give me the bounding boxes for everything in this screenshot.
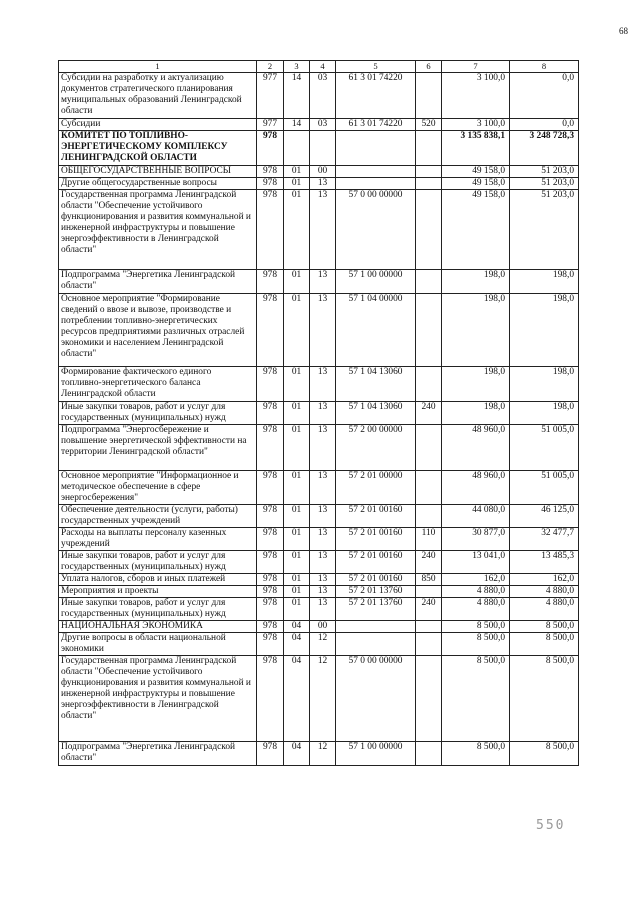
table-header-row bbox=[59, 61, 579, 73]
cell-department-code: 978 bbox=[257, 505, 284, 528]
cell-expense-type: 850 bbox=[416, 574, 442, 586]
cell-expense-type bbox=[416, 73, 442, 119]
cell-expense-type bbox=[416, 586, 442, 598]
cell-subsection-code: 13 bbox=[310, 586, 336, 598]
cell-department-code: 978 bbox=[257, 528, 284, 551]
cell-expense-type bbox=[416, 633, 442, 656]
cell-name: Другие вопросы в области национальной экономики bbox=[59, 633, 257, 656]
cell-amount-year-2: 51 005,0 bbox=[510, 425, 579, 471]
cell-amount-year-1: 198,0 bbox=[442, 294, 510, 367]
cell-section-code: 01 bbox=[284, 402, 310, 425]
table-row bbox=[59, 190, 579, 270]
table-row bbox=[59, 166, 579, 178]
cell-subsection-code: 13 bbox=[310, 425, 336, 471]
cell-department-code: 978 bbox=[257, 471, 284, 505]
cell-name: Другие общегосударственные вопросы bbox=[59, 178, 257, 190]
cell-expense-type bbox=[416, 367, 442, 402]
cell-amount-year-2: 8 500,0 bbox=[510, 621, 579, 633]
cell-expense-type bbox=[416, 190, 442, 270]
table-row bbox=[59, 178, 579, 190]
cell-target-article: 57 2 01 00160 bbox=[336, 574, 416, 586]
cell-target-article: 57 2 01 00000 bbox=[336, 471, 416, 505]
cell-department-code: 978 bbox=[257, 190, 284, 270]
cell-department-code: 978 bbox=[257, 131, 284, 166]
cell-amount-year-2: 8 500,0 bbox=[510, 656, 579, 742]
cell-subsection-code: 13 bbox=[310, 294, 336, 367]
cell-expense-type: 110 bbox=[416, 528, 442, 551]
cell-name: Формирование фактического единого топливно-энергетического баланса Ленинградской области bbox=[59, 367, 257, 402]
cell-subsection-code: 00 bbox=[310, 166, 336, 178]
cell-subsection-code: 13 bbox=[310, 598, 336, 621]
cell-amount-year-2: 0,0 bbox=[510, 119, 579, 131]
cell-amount-year-1: 49 158,0 bbox=[442, 190, 510, 270]
cell-amount-year-2: 162,0 bbox=[510, 574, 579, 586]
cell-section-code: 01 bbox=[284, 367, 310, 402]
table-row bbox=[59, 505, 579, 528]
table-row bbox=[59, 742, 579, 766]
cell-department-code: 978 bbox=[257, 551, 284, 574]
cell-amount-year-1: 4 880,0 bbox=[442, 598, 510, 621]
cell-name: Подпрограмма "Энергетика Ленинградской области" bbox=[59, 270, 257, 294]
cell-name: КОМИТЕТ ПО ТОПЛИВНО-ЭНЕРГЕТИЧЕСКОМУ КОМПЛЕКСУ ЛЕНИНГРАДСКОЙ ОБЛАСТИ bbox=[59, 131, 257, 166]
page-stamp: 550 bbox=[536, 818, 566, 833]
cell-name: Основное мероприятие "Формирование сведений о ввозе и вывозе, производстве и потреблении топливно-энергетических ресурсов предприятиями различных отраслей экономики и населением Ленинградской области" bbox=[59, 294, 257, 367]
cell-expense-type: 240 bbox=[416, 551, 442, 574]
cell-department-code: 978 bbox=[257, 656, 284, 742]
header-col-1: 1 bbox=[59, 61, 257, 73]
cell-subsection-code bbox=[310, 131, 336, 166]
cell-name: Расходы на выплаты персоналу казенных учреждений bbox=[59, 528, 257, 551]
cell-amount-year-1: 44 080,0 bbox=[442, 505, 510, 528]
cell-target-article: 61 3 01 74220 bbox=[336, 73, 416, 119]
cell-amount-year-1: 13 041,0 bbox=[442, 551, 510, 574]
cell-section-code: 14 bbox=[284, 73, 310, 119]
cell-department-code: 978 bbox=[257, 425, 284, 471]
cell-department-code: 977 bbox=[257, 73, 284, 119]
cell-amount-year-2: 0,0 bbox=[510, 73, 579, 119]
cell-name: ОБЩЕГОСУДАРСТВЕННЫЕ ВОПРОСЫ bbox=[59, 166, 257, 178]
cell-amount-year-2: 8 500,0 bbox=[510, 633, 579, 656]
header-col-6: 6 bbox=[416, 61, 442, 73]
header-col-4: 4 bbox=[310, 61, 336, 73]
cell-amount-year-1: 8 500,0 bbox=[442, 656, 510, 742]
cell-amount-year-2: 4 880,0 bbox=[510, 598, 579, 621]
cell-amount-year-1: 49 158,0 bbox=[442, 166, 510, 178]
cell-department-code: 978 bbox=[257, 574, 284, 586]
cell-section-code bbox=[284, 131, 310, 166]
cell-target-article: 57 2 01 00160 bbox=[336, 551, 416, 574]
cell-subsection-code: 13 bbox=[310, 402, 336, 425]
cell-amount-year-1: 198,0 bbox=[442, 367, 510, 402]
cell-expense-type bbox=[416, 270, 442, 294]
cell-subsection-code: 03 bbox=[310, 119, 336, 131]
cell-amount-year-2: 198,0 bbox=[510, 402, 579, 425]
cell-section-code: 01 bbox=[284, 586, 310, 598]
cell-amount-year-1: 30 877,0 bbox=[442, 528, 510, 551]
cell-target-article: 57 2 00 00000 bbox=[336, 425, 416, 471]
cell-name: Обеспечение деятельности (услуги, работы) государственных учреждений bbox=[59, 505, 257, 528]
cell-subsection-code: 13 bbox=[310, 178, 336, 190]
cell-section-code: 01 bbox=[284, 505, 310, 528]
cell-section-code: 04 bbox=[284, 621, 310, 633]
cell-section-code: 04 bbox=[284, 633, 310, 656]
cell-section-code: 01 bbox=[284, 528, 310, 551]
cell-expense-type bbox=[416, 294, 442, 367]
cell-department-code: 978 bbox=[257, 294, 284, 367]
table-row bbox=[59, 425, 579, 471]
cell-section-code: 01 bbox=[284, 166, 310, 178]
table-row bbox=[59, 621, 579, 633]
cell-name: Мероприятия и проекты bbox=[59, 586, 257, 598]
cell-target-article: 57 2 01 13760 bbox=[336, 586, 416, 598]
cell-amount-year-1: 8 500,0 bbox=[442, 621, 510, 633]
cell-target-article: 57 1 04 00000 bbox=[336, 294, 416, 367]
cell-expense-type bbox=[416, 425, 442, 471]
cell-expense-type bbox=[416, 656, 442, 742]
table-row bbox=[59, 586, 579, 598]
cell-section-code: 01 bbox=[284, 425, 310, 471]
cell-subsection-code: 12 bbox=[310, 633, 336, 656]
cell-department-code: 978 bbox=[257, 598, 284, 621]
cell-amount-year-2: 51 203,0 bbox=[510, 166, 579, 178]
table-row bbox=[59, 119, 579, 131]
cell-department-code: 978 bbox=[257, 178, 284, 190]
budget-table-container bbox=[58, 60, 578, 766]
table-row bbox=[59, 471, 579, 505]
cell-department-code: 978 bbox=[257, 166, 284, 178]
cell-amount-year-1: 198,0 bbox=[442, 402, 510, 425]
table-row bbox=[59, 367, 579, 402]
cell-department-code: 978 bbox=[257, 270, 284, 294]
table-row bbox=[59, 598, 579, 621]
cell-amount-year-2: 13 485,3 bbox=[510, 551, 579, 574]
cell-target-article bbox=[336, 633, 416, 656]
cell-department-code: 978 bbox=[257, 742, 284, 766]
table-body bbox=[59, 73, 579, 766]
cell-target-article bbox=[336, 621, 416, 633]
cell-name: Иные закупки товаров, работ и услуг для государственных (муниципальных) нужд bbox=[59, 551, 257, 574]
cell-subsection-code: 03 bbox=[310, 73, 336, 119]
table-row bbox=[59, 656, 579, 742]
header-col-7: 7 bbox=[442, 61, 510, 73]
cell-amount-year-2: 51 203,0 bbox=[510, 190, 579, 270]
cell-target-article: 61 3 01 74220 bbox=[336, 119, 416, 131]
header-col-2: 2 bbox=[257, 61, 284, 73]
budget-table bbox=[58, 60, 579, 766]
table-row bbox=[59, 131, 579, 166]
cell-subsection-code: 13 bbox=[310, 551, 336, 574]
cell-expense-type bbox=[416, 131, 442, 166]
cell-expense-type: 240 bbox=[416, 402, 442, 425]
cell-amount-year-1: 8 500,0 bbox=[442, 633, 510, 656]
cell-section-code: 04 bbox=[284, 656, 310, 742]
table-row bbox=[59, 551, 579, 574]
cell-name: НАЦИОНАЛЬНАЯ ЭКОНОМИКА bbox=[59, 621, 257, 633]
table-row bbox=[59, 402, 579, 425]
cell-section-code: 01 bbox=[284, 178, 310, 190]
table-row bbox=[59, 574, 579, 586]
header-col-8: 8 bbox=[510, 61, 579, 73]
cell-section-code: 01 bbox=[284, 574, 310, 586]
cell-amount-year-1: 3 100,0 bbox=[442, 119, 510, 131]
cell-section-code: 04 bbox=[284, 742, 310, 766]
cell-name: Иные закупки товаров, работ и услуг для государственных (муниципальных) нужд bbox=[59, 402, 257, 425]
cell-name: Субсидии на разработку и актуализацию документов стратегического планирования муниципальных образований Ленинградской области bbox=[59, 73, 257, 119]
cell-subsection-code: 12 bbox=[310, 656, 336, 742]
cell-name: Подпрограмма "Энергетика Ленинградской области" bbox=[59, 742, 257, 766]
cell-section-code: 01 bbox=[284, 551, 310, 574]
cell-amount-year-2: 32 477,7 bbox=[510, 528, 579, 551]
cell-name: Основное мероприятие "Информационное и методическое обеспечение в сфере энергосбережения" bbox=[59, 471, 257, 505]
cell-name: Государственная программа Ленинградской области "Обеспечение устойчивого функционирования и развития коммунальной и инженерной инфраструктуры и повышение энергоэффективности в Ленинградской области" bbox=[59, 190, 257, 270]
cell-target-article: 57 2 01 00160 bbox=[336, 528, 416, 551]
cell-section-code: 01 bbox=[284, 190, 310, 270]
cell-target-article bbox=[336, 131, 416, 166]
cell-name: Иные закупки товаров, работ и услуг для государственных (муниципальных) нужд bbox=[59, 598, 257, 621]
cell-target-article bbox=[336, 166, 416, 178]
cell-expense-type bbox=[416, 505, 442, 528]
cell-expense-type bbox=[416, 178, 442, 190]
cell-amount-year-2: 51 203,0 bbox=[510, 178, 579, 190]
cell-target-article: 57 0 00 00000 bbox=[336, 190, 416, 270]
cell-amount-year-1: 198,0 bbox=[442, 270, 510, 294]
cell-amount-year-1: 48 960,0 bbox=[442, 425, 510, 471]
cell-amount-year-1: 3 135 838,1 bbox=[442, 131, 510, 166]
cell-name: Подпрограмма "Энергосбережение и повышение энергетической эффективности на территории Ленинградской области" bbox=[59, 425, 257, 471]
cell-expense-type: 240 bbox=[416, 598, 442, 621]
cell-amount-year-2: 8 500,0 bbox=[510, 742, 579, 766]
cell-amount-year-2: 46 125,0 bbox=[510, 505, 579, 528]
cell-amount-year-1: 4 880,0 bbox=[442, 586, 510, 598]
cell-subsection-code: 13 bbox=[310, 270, 336, 294]
table-row bbox=[59, 528, 579, 551]
cell-section-code: 01 bbox=[284, 471, 310, 505]
cell-department-code: 978 bbox=[257, 621, 284, 633]
cell-target-article: 57 0 00 00000 bbox=[336, 656, 416, 742]
cell-expense-type bbox=[416, 166, 442, 178]
cell-target-article: 57 2 01 13760 bbox=[336, 598, 416, 621]
cell-name: Субсидии bbox=[59, 119, 257, 131]
cell-name: Уплата налогов, сборов и иных платежей bbox=[59, 574, 257, 586]
cell-amount-year-1: 8 500,0 bbox=[442, 742, 510, 766]
header-col-5: 5 bbox=[336, 61, 416, 73]
cell-subsection-code: 12 bbox=[310, 742, 336, 766]
table-row bbox=[59, 633, 579, 656]
cell-amount-year-2: 4 880,0 bbox=[510, 586, 579, 598]
cell-expense-type bbox=[416, 621, 442, 633]
cell-department-code: 978 bbox=[257, 633, 284, 656]
cell-target-article: 57 2 01 00160 bbox=[336, 505, 416, 528]
page-number: 68 bbox=[619, 26, 628, 36]
cell-section-code: 14 bbox=[284, 119, 310, 131]
cell-subsection-code: 13 bbox=[310, 367, 336, 402]
table-row bbox=[59, 294, 579, 367]
cell-amount-year-2: 198,0 bbox=[510, 367, 579, 402]
cell-subsection-code: 13 bbox=[310, 574, 336, 586]
cell-subsection-code: 13 bbox=[310, 528, 336, 551]
cell-section-code: 01 bbox=[284, 294, 310, 367]
cell-amount-year-2: 198,0 bbox=[510, 294, 579, 367]
cell-department-code: 978 bbox=[257, 367, 284, 402]
cell-name: Государственная программа Ленинградской области "Обеспечение устойчивого функционирования и развития коммунальной и инженерной инфраструктуры и повышение энергоэффективности в Ленинградской области" bbox=[59, 656, 257, 742]
cell-target-article bbox=[336, 178, 416, 190]
cell-amount-year-1: 48 960,0 bbox=[442, 471, 510, 505]
cell-department-code: 977 bbox=[257, 119, 284, 131]
cell-amount-year-1: 3 100,0 bbox=[442, 73, 510, 119]
cell-department-code: 978 bbox=[257, 586, 284, 598]
cell-amount-year-2: 3 248 728,3 bbox=[510, 131, 579, 166]
cell-target-article: 57 1 04 13060 bbox=[336, 367, 416, 402]
cell-expense-type: 520 bbox=[416, 119, 442, 131]
cell-subsection-code: 13 bbox=[310, 505, 336, 528]
header-col-3: 3 bbox=[284, 61, 310, 73]
cell-target-article: 57 1 00 00000 bbox=[336, 742, 416, 766]
cell-amount-year-1: 162,0 bbox=[442, 574, 510, 586]
cell-subsection-code: 00 bbox=[310, 621, 336, 633]
cell-subsection-code: 13 bbox=[310, 471, 336, 505]
cell-section-code: 01 bbox=[284, 270, 310, 294]
cell-target-article: 57 1 00 00000 bbox=[336, 270, 416, 294]
cell-section-code: 01 bbox=[284, 598, 310, 621]
table-row bbox=[59, 73, 579, 119]
table-row bbox=[59, 270, 579, 294]
cell-department-code: 978 bbox=[257, 402, 284, 425]
cell-expense-type bbox=[416, 471, 442, 505]
cell-amount-year-2: 198,0 bbox=[510, 270, 579, 294]
cell-target-article: 57 1 04 13060 bbox=[336, 402, 416, 425]
cell-amount-year-1: 49 158,0 bbox=[442, 178, 510, 190]
cell-subsection-code: 13 bbox=[310, 190, 336, 270]
cell-expense-type bbox=[416, 742, 442, 766]
cell-amount-year-2: 51 005,0 bbox=[510, 471, 579, 505]
